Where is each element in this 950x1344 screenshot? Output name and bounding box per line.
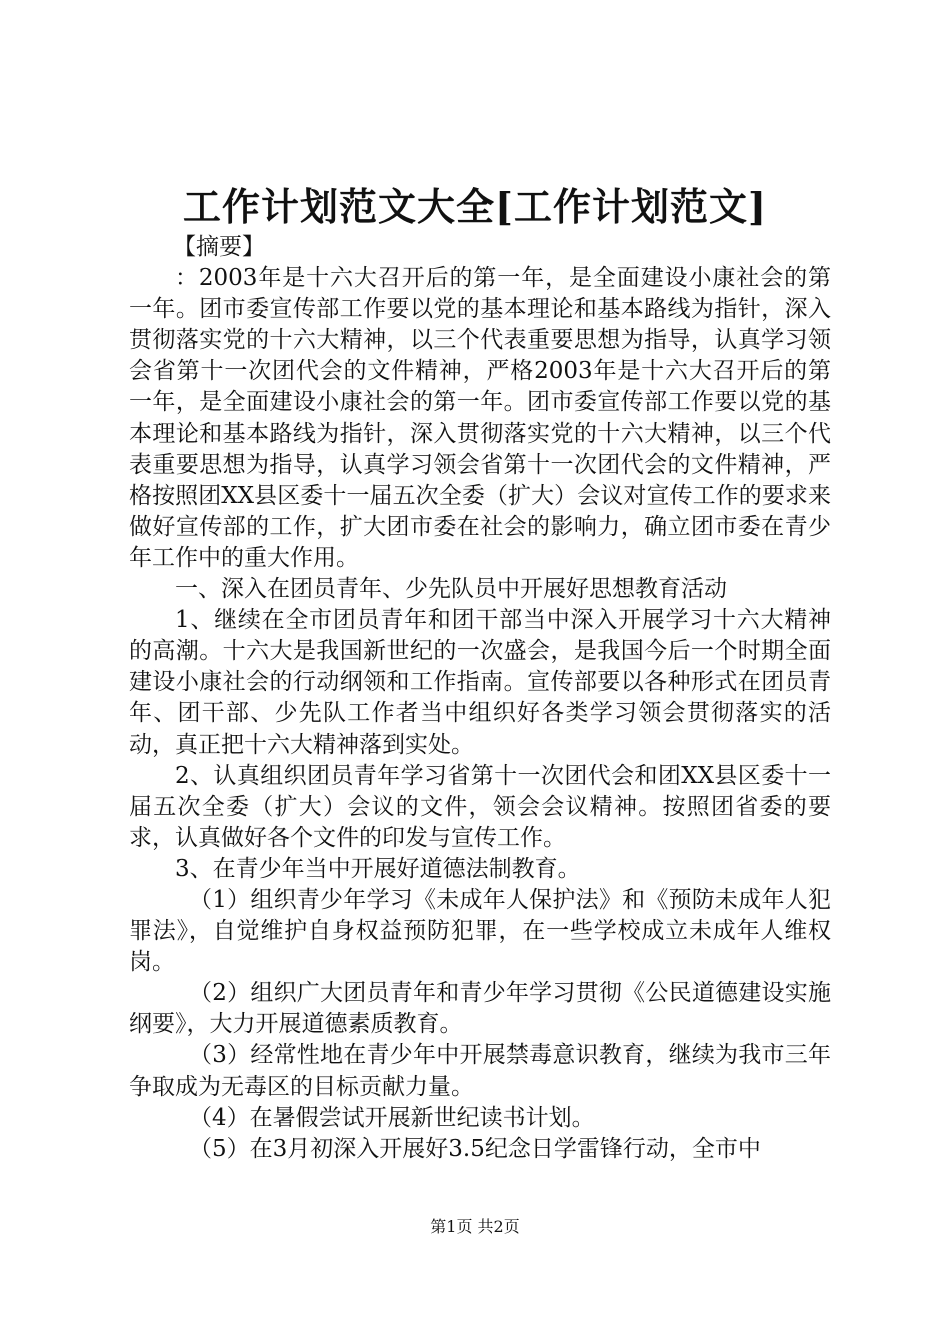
abstract-paragraph: ：2003年是十六大召开后的第一年，是全面建设小康社会的第一年。团市委宣传部工作要以党的基本理论和基本路线为指针，深入贯彻落实党的十六大精神，以三个代表重要思想为指导，认真学习领会省第十一次团代会的文件精神，严格2003年是十六大召开后的第一年，是全面建设小康社会的第一年。团市委宣传部工作要以党的基本理论和基本路线为指针，深入贯彻落实党的十六大精神，以三个代表重要思想为指导，认真学习领会省第十一次团代会的文件精神，严格按照团XX县区委十一届五次全委（扩大）会议对宣传工作的要求来做好宣传部的工作，扩大团市委在社会的影响力，确立团市委在青少年工作中的重大作用。 xyxy=(129,265,831,571)
section-heading-1: 一、深入在团员青年、少先队员中开展好思想教育活动 xyxy=(175,576,727,603)
sub-item-4: （4）在暑假尝试开展新世纪读书计划。 xyxy=(189,1104,595,1131)
page-footer: 第1页 共2页 xyxy=(430,1217,520,1236)
sub-item-3: （3）经常性地在青少年中开展禁毒意识教育，继续为我市三年争取成为无毒区的目标贡献力量。 xyxy=(129,1042,831,1100)
list-item-2: 2、认真组织团员青年学习省第十一次团代会和团XX县区委十一届五次全委（扩大）会议的文件，领会会议精神。按照团省委的要求，认真做好各个文件的印发与宣传工作。 xyxy=(129,762,831,851)
abstract-label: 【摘要】 xyxy=(173,234,265,260)
list-item-3: 3、在青少年当中开展好道德法制教育。 xyxy=(175,855,581,882)
document-body xyxy=(129,232,831,1165)
sub-item-1: （1）组织青少年学习《未成年人保护法》和《预防未成年人犯罪法》，自觉维护自身权益预防犯罪，在一些学校成立未成年人维权岗。 xyxy=(129,886,831,976)
document-title: 工作计划范文大全[工作计划范文] xyxy=(183,184,767,229)
sub-item-5: （5）在3月初深入开展好3.5纪念日学雷锋行动，全市中 xyxy=(189,1135,761,1162)
list-item-1: 1、继续在全市团员青年和团干部当中深入开展学习十六大精神的高潮。十六大是我国新世纪的一次盛会，是我国今后一个时期全面建设小康社会的行动纲领和工作指南。宣传部要以各种形式在团员青年、团干部、少先队工作者当中组织好各类学习领会贯彻落实的活动，真正把十六大精神落到实处。 xyxy=(129,607,831,758)
sub-item-2: （2）组织广大团员青年和青少年学习贯彻《公民道德建设实施纲要》，大力开展道德素质教育。 xyxy=(129,980,831,1038)
